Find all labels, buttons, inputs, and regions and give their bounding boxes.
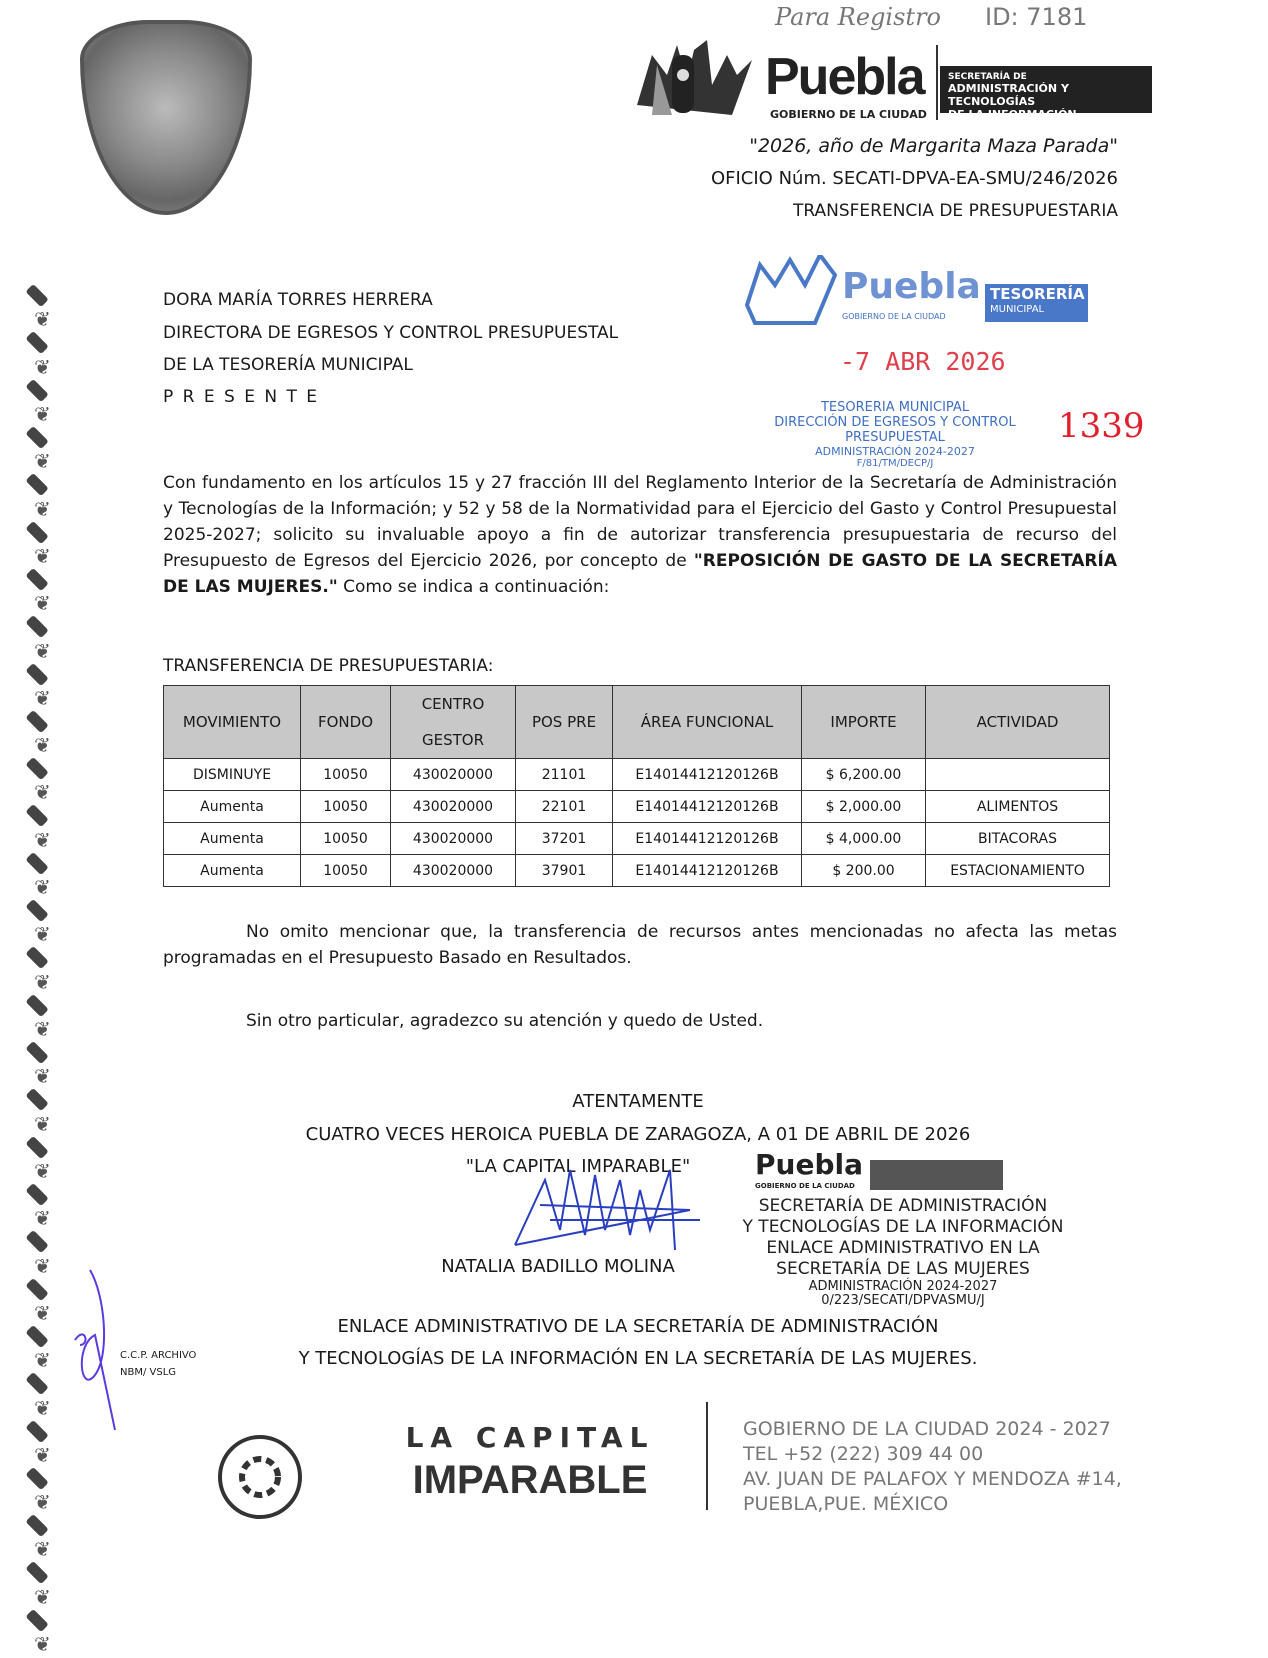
table-cell: $ 6,200.00 — [802, 759, 926, 791]
table-title: TRANSFERENCIA DE PRESUPUESTARIA: — [163, 656, 494, 676]
stamp-line: SECRETARÍA DE LAS MUJERES — [776, 1259, 1030, 1279]
body-paragraph-1 — [163, 470, 1117, 600]
fleur-ornament-icon: ❦ — [34, 401, 51, 426]
column-header: ÁREA FUNCIONAL — [613, 686, 802, 759]
diamond-ornament-icon — [25, 284, 49, 308]
table-cell: 430020000 — [391, 855, 516, 887]
paragraph-text: Con fundamento en los artículos 15 y 27 fracción III del Reglamento Interior de la Secretaría de Administración y Tecnologías de la Información; y 52 y 58 de la Normatividad para el Ejercicio del Gasto y Control Presupuestal 2025-2027; solicito su invaluable apoyo a fin de autorizar transferencia presupuestaria de recurso del Presupuesto de Egresos del Ejercicio 2026, por concepto de — [163, 473, 1117, 571]
stamp-line: PRESUPUESTAL — [845, 430, 945, 445]
table-row — [164, 823, 1110, 855]
table-cell: Aumenta — [164, 855, 301, 887]
fleur-ornament-icon: ❦ — [34, 1300, 51, 1325]
fleur-ornament-icon: ❦ — [34, 496, 51, 521]
column-header: ACTIVIDAD — [926, 686, 1110, 759]
atentamente: ATENTAMENTE — [572, 1091, 704, 1112]
table-cell: Aumenta — [164, 791, 301, 823]
motto: "2026, año de Margarita Maza Parada" — [749, 135, 1118, 157]
table-cell: 37201 — [516, 823, 613, 855]
fleur-ornament-icon: ❦ — [34, 922, 51, 947]
table-row — [164, 759, 1110, 791]
fleur-ornament-icon: ❦ — [34, 1490, 51, 1515]
table-cell: $ 2,000.00 — [802, 791, 926, 823]
stamp-line: TESORERIA MUNICIPAL — [820, 400, 970, 415]
diamond-ornament-icon — [25, 710, 49, 734]
fleur-ornament-icon: ❦ — [34, 685, 51, 710]
municipal-seal — [80, 20, 252, 215]
fleur-ornament-icon: ❦ — [34, 449, 51, 474]
stamp-box — [985, 284, 1088, 322]
sender-stamp-text — [718, 1196, 1088, 1308]
secretaria-line: DE LA INFORMACIÓN — [948, 108, 1077, 121]
table-cell: Aumenta — [164, 823, 301, 855]
body-paragraph-3: Sin otro particular, agradezco su atención y quedo de Usted. — [246, 1011, 764, 1031]
stamp-brand: Puebla — [842, 266, 981, 307]
fleur-ornament-icon: ❦ — [34, 591, 51, 616]
table-cell: 10050 — [301, 791, 391, 823]
ccp-initials: NBM/ VSLG — [120, 1367, 177, 1378]
igualdad-laboral-seal-icon — [218, 1425, 303, 1530]
column-header: FONDO — [301, 686, 391, 759]
table-cell: 10050 — [301, 855, 391, 887]
diamond-ornament-icon — [25, 804, 49, 828]
column-header: CENTRO GESTOR — [391, 686, 516, 759]
brand-subtitle: GOBIERNO DE LA CIUDAD — [770, 108, 927, 121]
fleur-ornament-icon: ❦ — [34, 638, 51, 663]
fleur-ornament-icon: ❦ — [34, 1395, 51, 1420]
fleur-ornament-icon: ❦ — [34, 1111, 51, 1136]
document-subject: TRANSFERENCIA DE PRESUPUESTARIA — [792, 201, 1118, 221]
stamp-line: ADMINISTRACIÓN 2024-2027 — [815, 445, 975, 458]
fleur-ornament-icon: ❦ — [34, 543, 51, 568]
stamp-line: SECRETARÍA DE ADMINISTRACIÓN — [758, 1196, 1048, 1216]
handwritten-note: Para Registro — [775, 3, 941, 31]
handwritten-id: ID: 7181 — [985, 3, 1088, 31]
diamond-ornament-icon — [25, 1514, 49, 1538]
table-cell: 430020000 — [391, 823, 516, 855]
stamp-box-line: TESORERÍA — [990, 285, 1085, 303]
slogan: "LA CAPITAL IMPARABLE" — [465, 1156, 691, 1177]
column-header: MOVIMIENTO — [164, 686, 301, 759]
signer-name: NATALIA BADILLO MOLINA — [441, 1256, 675, 1277]
puebla-brand: Puebla — [765, 48, 924, 106]
diamond-ornament-icon — [25, 899, 49, 923]
footer-contact: PUEBLA,PUE. MÉXICO — [743, 1493, 949, 1515]
column-header: POS PRE — [516, 686, 613, 759]
place-date: CUATRO VECES HEROICA PUEBLA DE ZARAGOZA, A 01 DE ABRIL DE 2026 — [305, 1124, 971, 1145]
addressee-name: DORA MARÍA TORRES HERRERA — [163, 290, 433, 310]
fleur-ornament-icon: ❦ — [34, 733, 51, 758]
fleur-ornament-icon: ❦ — [34, 1632, 51, 1657]
diamond-ornament-icon — [25, 520, 49, 544]
table-cell — [926, 759, 1110, 791]
addressee-dept: DE LA TESORERÍA MUNICIPAL — [163, 355, 413, 375]
table-cell: 10050 — [301, 823, 391, 855]
table-cell: 37901 — [516, 855, 613, 887]
diamond-ornament-icon — [25, 1561, 49, 1585]
diamond-ornament-icon — [25, 568, 49, 592]
table-cell: E14014412120126B — [613, 759, 802, 791]
fleur-ornament-icon: ❦ — [34, 780, 51, 805]
diamond-ornament-icon — [25, 379, 49, 403]
diamond-ornament-icon — [25, 852, 49, 876]
secretaria-line: SECRETARÍA DE — [948, 72, 1027, 82]
table-cell: 21101 — [516, 759, 613, 791]
table-cell: $ 200.00 — [802, 855, 926, 887]
stamp-line: DIRECCIÓN DE EGRESOS Y CONTROL — [774, 415, 1016, 430]
diamond-ornament-icon — [25, 615, 49, 639]
table-cell: E14014412120126B — [613, 855, 802, 887]
diamond-ornament-icon — [25, 1041, 49, 1065]
table-cell: $ 4,000.00 — [802, 823, 926, 855]
body-paragraph-2: No omito mencionar que, la transferencia de recursos antes mencionadas no afecta las metas programadas en el Presupuesto Basado en Resultados. — [163, 922, 1117, 968]
stamp-brand-sub: GOBIERNO DE LA CIUDAD — [842, 312, 946, 321]
diamond-ornament-icon — [25, 1467, 49, 1491]
diamond-ornament-icon — [25, 331, 49, 355]
footer-divider — [706, 1402, 708, 1510]
sender-stamp-box — [870, 1160, 1003, 1190]
tesoreria-stamp-text — [745, 400, 1045, 470]
tesoreria-logo-icon — [745, 255, 840, 325]
table-header-row — [164, 686, 1110, 759]
fleur-ornament-icon: ❦ — [34, 969, 51, 994]
stamp-line: ENLACE ADMINISTRATIVO EN LA — [766, 1238, 1040, 1258]
oficio-number: OFICIO Núm. SECATI-DPVA-EA-SMU/246/2026 — [710, 168, 1118, 189]
fleur-ornament-icon: ❦ — [34, 1584, 51, 1609]
fleur-ornament-icon: ❦ — [34, 354, 51, 379]
diamond-ornament-icon — [25, 426, 49, 450]
fleur-ornament-icon: ❦ — [34, 1017, 51, 1041]
diamond-ornament-icon — [25, 1277, 49, 1301]
received-date: -7 ABR 2026 — [840, 347, 1006, 376]
stamp-line: 0/223/SECATI/DPVASMU/J — [821, 1293, 985, 1308]
stamp-line: F/81/TM/DECP/J — [856, 458, 934, 469]
fleur-ornament-icon: ❦ — [34, 307, 51, 332]
fleur-ornament-icon: ❦ — [34, 1253, 51, 1278]
stamp-line: Y TECNOLOGÍAS DE LA INFORMACIÓN — [742, 1217, 1064, 1237]
table-cell: 10050 — [301, 759, 391, 791]
fleur-ornament-icon: ❦ — [34, 1206, 51, 1231]
diamond-ornament-icon — [25, 1609, 49, 1633]
footer-contact: GOBIERNO DE LA CIUDAD 2024 - 2027 — [743, 1418, 1111, 1440]
footer-contact: AV. JUAN DE PALAFOX Y MENDOZA #14, — [743, 1468, 1122, 1490]
diamond-ornament-icon — [25, 1372, 49, 1396]
secretaria-box — [940, 66, 1152, 121]
stamp-box-line: MUNICIPAL — [990, 304, 1045, 315]
addressee-title: DIRECTORA DE EGRESOS Y CONTROL PRESUPUESTAL — [163, 323, 619, 343]
fleur-ornament-icon: ❦ — [34, 1537, 51, 1562]
signer-role-1: ENLACE ADMINISTRATIVO DE LA SECRETARÍA DE ADMINISTRACIÓN — [337, 1316, 939, 1337]
fleur-ornament-icon: ❦ — [34, 1158, 51, 1183]
table-cell: 22101 — [516, 791, 613, 823]
fleur-ornament-icon: ❦ — [34, 1348, 51, 1373]
table-cell: 430020000 — [391, 759, 516, 791]
table-cell: 430020000 — [391, 791, 516, 823]
diamond-ornament-icon — [25, 473, 49, 497]
fleur-ornament-icon: ❦ — [34, 875, 51, 900]
table-cell: ESTACIONAMIENTO — [926, 855, 1110, 887]
secretaria-line: ADMINISTRACIÓN Y TECNOLOGÍAS — [948, 82, 1069, 108]
fleur-ornament-icon: ❦ — [34, 1442, 51, 1467]
table-cell: DISMINUYE — [164, 759, 301, 791]
diamond-ornament-icon — [25, 946, 49, 970]
table-row — [164, 791, 1110, 823]
paragraph-text: Como se indica a continuación: — [337, 577, 610, 597]
diamond-ornament-icon — [25, 1230, 49, 1254]
diamond-ornament-icon — [25, 1183, 49, 1207]
decorative-border — [18, 285, 64, 1655]
transfer-table — [163, 685, 1110, 887]
signer-role-2: Y TECNOLOGÍAS DE LA INFORMACIÓN EN LA SECRETARÍA DE LAS MUJERES. — [298, 1348, 978, 1369]
puebla-logo-icon — [632, 35, 762, 120]
diamond-ornament-icon — [25, 994, 49, 1018]
footer-contact: TEL +52 (222) 309 44 00 — [743, 1443, 984, 1465]
fleur-ornament-icon: ❦ — [34, 1064, 51, 1089]
footer-slogan-2: IMPARABLE — [412, 1458, 648, 1502]
table-cell: E14014412120126B — [613, 823, 802, 855]
diamond-ornament-icon — [25, 1419, 49, 1443]
diamond-ornament-icon — [25, 662, 49, 686]
presente: P R E S E N T E — [163, 387, 320, 407]
logo-divider — [936, 45, 938, 120]
fleur-ornament-icon: ❦ — [34, 827, 51, 852]
folio-number: 1339 — [1058, 406, 1145, 446]
concept-text: "REPOSICIÓN DE GASTO DE LA SECRETARÍA DE LAS MUJERES." — [163, 551, 1117, 597]
signature — [510, 1160, 700, 1260]
table-cell: ALIMENTOS — [926, 791, 1110, 823]
table-cell: E14014412120126B — [613, 791, 802, 823]
column-header: IMPORTE — [802, 686, 926, 759]
ccp-archivo: C.C.P. ARCHIVO — [120, 1350, 197, 1361]
footer-slogan-1: LA CAPITAL — [405, 1421, 655, 1454]
table-cell: BITACORAS — [926, 823, 1110, 855]
sender-stamp-brand-sub: GOBIERNO DE LA CIUDAD — [755, 1182, 855, 1190]
table-row — [164, 855, 1110, 887]
sender-stamp-brand: Puebla — [755, 1148, 863, 1181]
diamond-ornament-icon — [25, 757, 49, 781]
stamp-line: ADMINISTRACIÓN 2024-2027 — [808, 1279, 998, 1294]
